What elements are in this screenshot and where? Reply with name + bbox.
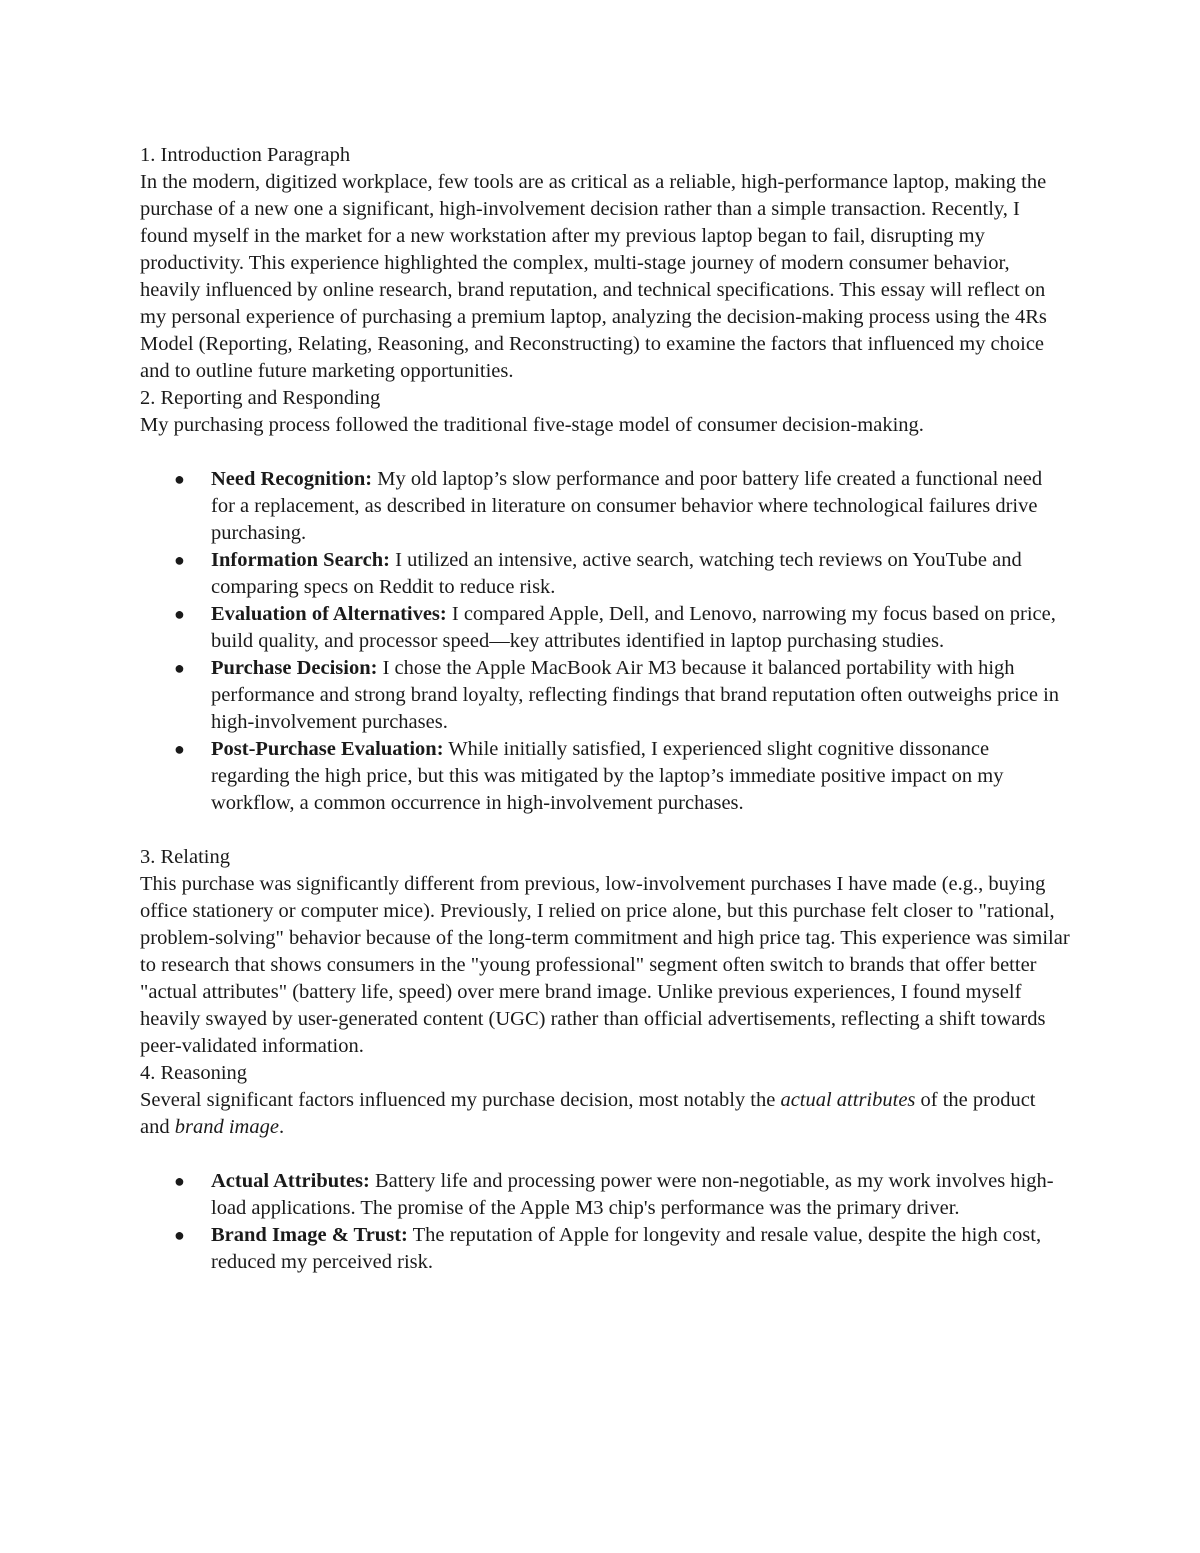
bullet-term: Evaluation of Alternatives: [211,603,447,625]
document-page [140,142,1070,1303]
bullet-icon: ● [174,604,185,624]
reasoning-heading: 4. Reasoning [140,1062,248,1084]
list-item [140,1222,1070,1276]
reasoning-text-end: . [278,1116,285,1138]
bullet-icon: ● [174,658,185,678]
reporting-bullet-list [140,466,1070,817]
bullet-icon: ● [174,739,185,759]
bullet-term: Actual Attributes: [211,1170,370,1192]
reporting-paragraph: My purchasing process followed the traditional five-stage model of consumer decision-making. [140,414,924,436]
relating-heading: 3. Relating [140,846,230,868]
bullet-term: Purchase Decision: [211,657,378,679]
list-item [140,736,1070,817]
reporting-heading: 2. Reporting and Responding [140,387,381,409]
bullet-icon: ● [174,1171,185,1191]
bullet-term: Brand Image & Trust: [211,1224,408,1246]
reasoning-italic-actual-attributes: actual attributes [780,1089,916,1111]
intro-paragraph: In the modern, digitized workplace, few tools are as critical as a reliable, high-performance laptop, making the purchase of a new one a significant, high-involvement decision rather than a simple transaction. Recently, I found myself in the market for a new workstation after my previous laptop began to fail, disrupting my productivity. This experience highlighted the complex, multi-stage journey of modern consumer behavior, heavily influenced by online research, brand reputation, and technical specifications. This essay will reflect on my personal experience of purchasing a premium laptop, analyzing the decision-making process using the 4Rs Model (Reporting, Relating, Reasoning, and Reconstructing) to examine the factors that influenced my choice and to outline future marketing opportunities. [140,171,1047,382]
reasoning-italic-brand-image: brand image [174,1116,279,1138]
list-item [140,466,1070,547]
bullet-text: Battery life and processing power were non-negotiable, as my work involves high-load applications. The promise of the Apple M3 chip's performance was the primary driver. [211,1170,1054,1219]
list-item [140,655,1070,736]
list-item [140,601,1070,655]
bullet-icon: ● [174,469,185,489]
reasoning-text-start: Several significant factors influenced my purchase decision, most notably the [140,1089,781,1111]
relating-paragraph: This purchase was significantly different from previous, low-involvement purchases I have made (e.g., buying office stationery or computer mice). Previously, I relied on price alone, but this purchase felt closer to "rational, problem-solving" behavior because of the long-term commitment and high price tag. This experience was similar to research that shows consumers in the "young professional" segment often switch to brands that offer better "actual attributes" (battery life, speed) over mere brand image. Unlike previous experiences, I found myself heavily swayed by user-generated content (UGC) rather than official advertisements, reflecting a shift towards peer-validated information. [140,873,1070,1057]
reasoning-bullet-list [140,1168,1070,1276]
list-item [140,1168,1070,1222]
bullet-text: I chose the Apple MacBook Air M3 because it balanced portability with high performance and strong brand loyalty, reflecting findings that brand reputation often outweighs price in high-involvement purchases. [211,657,1060,733]
bullet-icon: ● [174,1225,185,1245]
bullet-term: Need Recognition: [211,468,373,490]
bullet-text: My old laptop’s slow performance and poor battery life created a functional need for a replacement, as described in literature on consumer behavior where technological failures drive purchasing. [211,468,1043,544]
bullet-term: Post-Purchase Evaluation: [211,738,444,760]
reasoning-paragraph [140,1087,1070,1141]
list-item [140,547,1070,601]
reasoning-text-mid: of the product and [140,1089,1036,1138]
bullet-icon: ● [174,550,185,570]
bullet-term: Information Search: [211,549,390,571]
bullet-text: I compared Apple, Dell, and Lenovo, narrowing my focus based on price, build quality, and processor speed—key attributes identified in laptop purchasing studies. [211,603,1056,652]
bullet-text: The reputation of Apple for longevity and resale value, despite the high cost, reduced my perceived risk. [211,1224,1042,1273]
bullet-text: While initially satisfied, I experienced slight cognitive dissonance regarding the high price, but this was mitigated by the laptop’s immediate positive impact on my workflow, a common occurrence in high-involvement purchases. [211,738,1004,814]
bullet-text: I utilized an intensive, active search, watching tech reviews on YouTube and comparing specs on Reddit to reduce risk. [211,549,1022,598]
intro-heading: 1. Introduction Paragraph [140,144,351,166]
